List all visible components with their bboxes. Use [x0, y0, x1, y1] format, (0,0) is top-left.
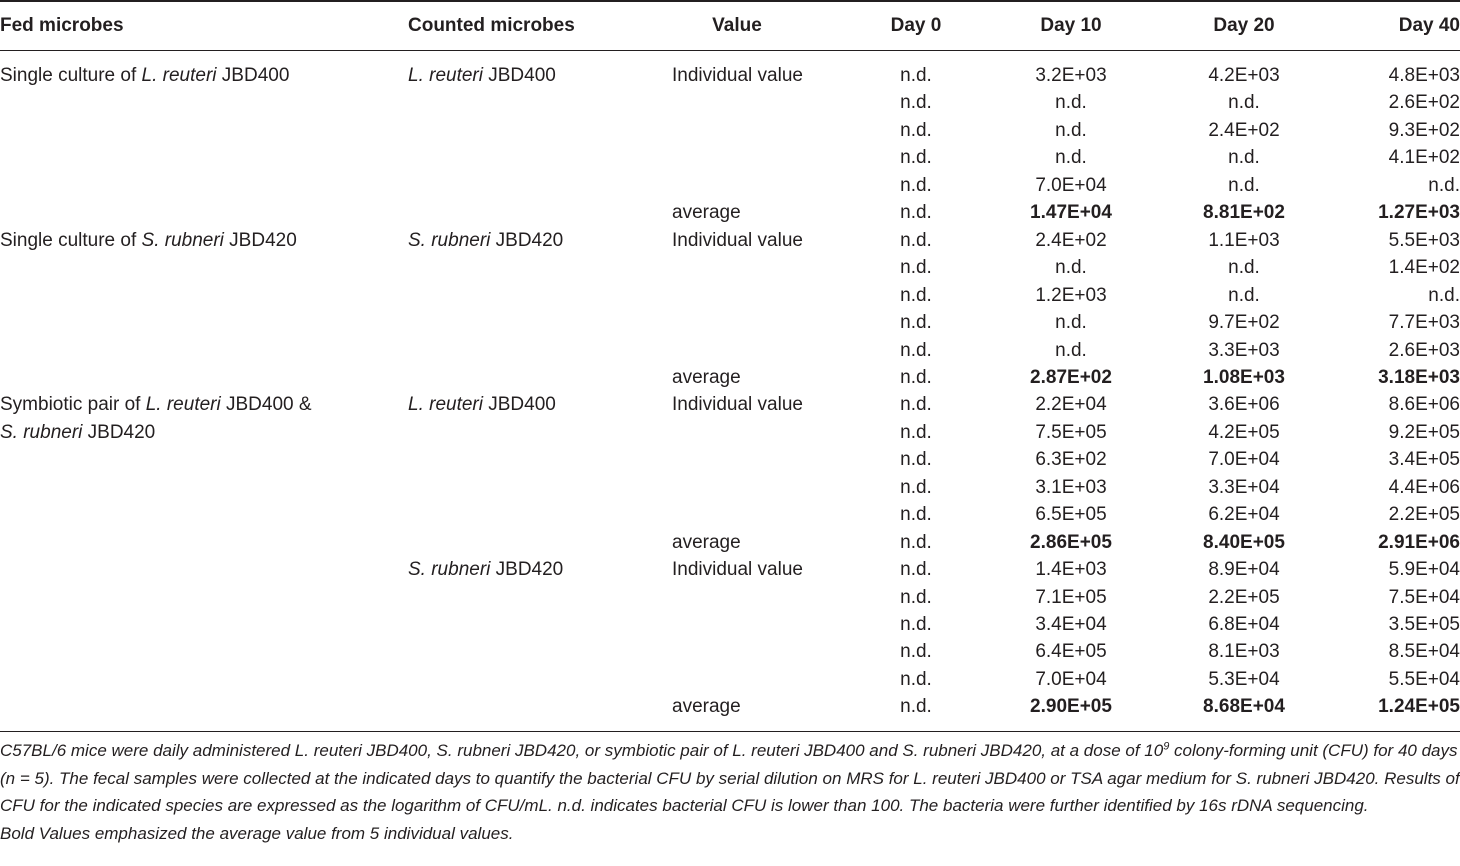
- data-cell: n.d.: [900, 641, 932, 663]
- data-cell: n.d.: [1228, 147, 1260, 169]
- data-cell: n.d.: [900, 476, 932, 498]
- table-footnote: [0, 737, 1460, 847]
- data-cell: 6.8E+04: [1208, 614, 1280, 635]
- bottom-rule: [0, 731, 1460, 732]
- data-cell: n.d.: [1055, 339, 1087, 361]
- data-cell: 6.3E+02: [1035, 449, 1107, 471]
- data-cell: 8.5E+04: [1388, 641, 1460, 663]
- data-cell: n.d.: [1055, 257, 1087, 279]
- data-cell: 2.2E+05: [1208, 586, 1280, 608]
- value-label-average: average: [672, 531, 741, 553]
- data-cell: 5.3E+04: [1208, 668, 1280, 690]
- data-cell: 6.5E+05: [1035, 504, 1107, 526]
- data-cell: 2.6E+03: [1388, 339, 1460, 361]
- average-cell: 2.86E+05: [1030, 531, 1112, 553]
- data-cell: 3.3E+04: [1208, 476, 1280, 498]
- average-cell: 8.68E+04: [1203, 696, 1285, 718]
- value-label-individual: Individual value: [672, 65, 803, 86]
- counted-microbes-label: S. rubneri JBD420: [408, 229, 564, 251]
- average-cell: n.d.: [900, 531, 932, 553]
- data-cell: 7.7E+03: [1388, 312, 1460, 334]
- value-label-average: average: [672, 696, 741, 718]
- data-cell: n.d.: [900, 614, 932, 635]
- data-cell: 7.1E+05: [1035, 586, 1107, 608]
- average-cell: 2.90E+05: [1030, 696, 1112, 718]
- data-cell: 5.5E+04: [1388, 668, 1460, 690]
- header-day-day10: Day 10: [1040, 15, 1102, 36]
- average-cell: n.d.: [900, 696, 932, 718]
- data-cell: 7.5E+04: [1388, 586, 1460, 608]
- header-fed-microbes: Fed microbes: [0, 15, 124, 36]
- data-cell: 1.4E+03: [1035, 559, 1107, 581]
- fed-microbes-label: S. rubneri JBD420: [0, 421, 156, 443]
- data-cell: 7.0E+04: [1035, 668, 1107, 690]
- exponent: 9: [1163, 740, 1170, 753]
- data-cell: n.d.: [900, 668, 932, 690]
- data-cell: 9.2E+05: [1388, 421, 1460, 443]
- fed-microbes-label: Single culture of S. rubneri JBD420: [0, 229, 297, 251]
- data-cell: 2.4E+02: [1035, 229, 1107, 251]
- average-cell: 2.87E+02: [1030, 366, 1112, 388]
- counted-microbes-label: L. reuteri JBD400: [408, 394, 556, 416]
- data-cell: 6.4E+05: [1035, 641, 1107, 663]
- data-cell: n.d.: [900, 284, 932, 306]
- data-cell: 7.0E+04: [1208, 449, 1280, 471]
- average-cell: 1.24E+05: [1378, 696, 1460, 718]
- data-cell: n.d.: [900, 92, 932, 114]
- data-cell: 6.2E+04: [1208, 504, 1280, 526]
- value-label-average: average: [672, 366, 741, 388]
- data-cell: n.d.: [1428, 174, 1460, 196]
- data-cell: 8.6E+06: [1388, 394, 1460, 416]
- data-cell: 9.3E+02: [1388, 119, 1460, 141]
- value-label-individual: Individual value: [672, 229, 803, 251]
- header-day-day40: Day 40: [1398, 15, 1460, 36]
- data-cell: 9.7E+02: [1208, 312, 1280, 334]
- data-cell: 1.4E+02: [1388, 257, 1460, 279]
- bold-note: Bold Values emphasized the average value from 5 individual values.: [0, 823, 514, 843]
- fed-microbes-label: Symbiotic pair of L. reuteri JBD400 &: [0, 394, 312, 416]
- data-cell: n.d.: [900, 586, 932, 608]
- data-cell: 2.2E+04: [1035, 394, 1107, 416]
- data-cell: n.d.: [1228, 284, 1260, 306]
- data-cell: 1.1E+03: [1208, 229, 1280, 251]
- header-rule: [0, 50, 1460, 51]
- data-cell: 3.6E+06: [1208, 394, 1280, 416]
- header-value: Value: [712, 15, 762, 36]
- data-cell: n.d.: [900, 449, 932, 471]
- value-label-average: average: [672, 202, 741, 224]
- data-cell: n.d.: [900, 257, 932, 279]
- average-cell: 1.47E+04: [1030, 202, 1112, 224]
- data-cell: 4.4E+06: [1388, 476, 1460, 498]
- header-day-day0: Day 0: [890, 15, 942, 36]
- data-cell: n.d.: [900, 559, 932, 581]
- data-cell: n.d.: [900, 65, 932, 86]
- data-cell: 4.8E+03: [1388, 65, 1460, 86]
- value-label-individual: Individual value: [672, 559, 803, 581]
- data-cell: n.d.: [900, 504, 932, 526]
- data-cell: n.d.: [1228, 174, 1260, 196]
- data-cell: n.d.: [900, 147, 932, 169]
- data-cell: 8.1E+03: [1208, 641, 1280, 663]
- value-label-individual: Individual value: [672, 394, 803, 416]
- data-cell: n.d.: [1428, 284, 1460, 306]
- average-cell: 1.27E+03: [1378, 202, 1460, 224]
- data-cell: 3.1E+03: [1035, 476, 1107, 498]
- average-cell: 8.81E+02: [1203, 202, 1285, 224]
- data-cell: 4.2E+05: [1208, 421, 1280, 443]
- data-cell: n.d.: [900, 421, 932, 443]
- data-cell: 7.0E+04: [1035, 174, 1107, 196]
- data-cell: 3.4E+04: [1035, 614, 1107, 635]
- average-cell: n.d.: [900, 202, 932, 224]
- average-cell: 8.40E+05: [1203, 531, 1285, 553]
- data-cell: 3.2E+03: [1035, 65, 1107, 86]
- data-cell: n.d.: [1055, 312, 1087, 334]
- data-cell: n.d.: [1055, 147, 1087, 169]
- data-cell: 3.3E+03: [1208, 339, 1280, 361]
- top-rule: [0, 0, 1460, 2]
- average-cell: 1.08E+03: [1203, 366, 1285, 388]
- data-cell: 7.5E+05: [1035, 421, 1107, 443]
- data-cell: 2.2E+05: [1388, 504, 1460, 526]
- data-cell: 8.9E+04: [1208, 559, 1280, 581]
- data-cell: 3.5E+05: [1388, 614, 1460, 635]
- fed-microbes-label: Single culture of L. reuteri JBD400: [0, 65, 290, 86]
- counted-microbes-label: S. rubneri JBD420: [408, 559, 564, 581]
- data-cell: n.d.: [900, 119, 932, 141]
- header-counted-microbes: Counted microbes: [408, 15, 575, 36]
- header-day-day20: Day 20: [1213, 15, 1275, 36]
- data-cell: 1.2E+03: [1035, 284, 1107, 306]
- data-cell: n.d.: [1055, 119, 1087, 141]
- data-cell: n.d.: [900, 174, 932, 196]
- average-cell: n.d.: [900, 366, 932, 388]
- data-cell: n.d.: [900, 339, 932, 361]
- data-cell: n.d.: [900, 229, 932, 251]
- data-cell: 4.2E+03: [1208, 65, 1280, 86]
- data-cell: n.d.: [900, 312, 932, 334]
- data-cell: n.d.: [1228, 257, 1260, 279]
- counted-microbes-label: L. reuteri JBD400: [408, 65, 556, 86]
- data-cell: n.d.: [1055, 92, 1087, 114]
- average-cell: 3.18E+03: [1378, 366, 1460, 388]
- data-cell: n.d.: [900, 394, 932, 416]
- footnote-text: C57BL/6 mice were daily administered L. reuteri JBD400, S. rubneri JBD420, or symbiotic pair of L. reuteri JBD400 and S. rubneri JBD420, at a dose of $10^9$ colony-forming unit (CFU) for 40 days (n = 5). The fecal samples were collected at the indicated days to quantify the bacterial CFU by serial dilution on MRS for L. reuteri JBD400 or TSA agar medium for S. rubneri JBD420. Results of CFU for the indicated species are expressed as the logarithm of CFU/mL. n.d. indicates bacterial CFU is lower than 100. The bacteria were further identified by 16s rDNA sequencing.: [0, 740, 1460, 815]
- data-cell: 2.4E+02: [1208, 119, 1280, 141]
- data-cell: 5.9E+04: [1388, 559, 1460, 581]
- data-cell: 5.5E+03: [1388, 229, 1460, 251]
- data-cell: 4.1E+02: [1388, 147, 1460, 169]
- data-cell: n.d.: [1228, 92, 1260, 114]
- data-cell: 2.6E+02: [1388, 92, 1460, 114]
- average-cell: 2.91E+06: [1378, 531, 1460, 553]
- data-cell: 3.4E+05: [1388, 449, 1460, 471]
